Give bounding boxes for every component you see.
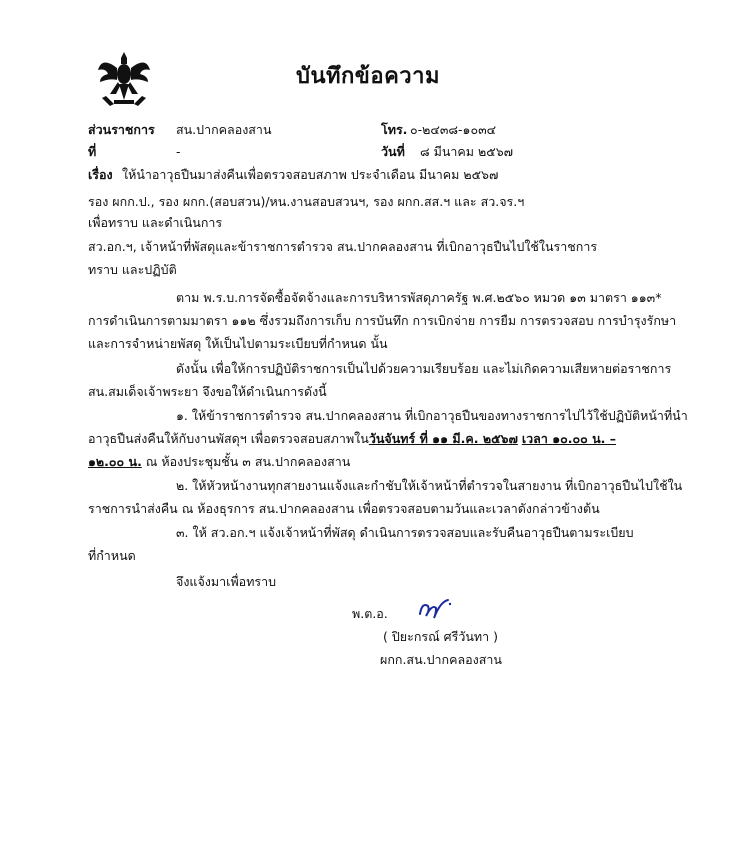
- phone-value: ๐-๒๔๓๘-๑๐๓๔: [410, 122, 497, 137]
- meeting-date: วันจันทร์ ที่ ๑๑ มี.ค. ๒๕๖๗: [368, 431, 518, 446]
- subject-label: เรื่อง: [88, 167, 113, 182]
- para2-line2: สน.สมเด็จเจ้าพระยา จึงขอให้ดำเนินการดังนี้: [88, 384, 327, 399]
- addressee-cc-purpose: ทราบ และปฏิบัติ: [88, 262, 177, 277]
- item3-line2: ที่กำหนด: [88, 548, 136, 563]
- para2-line1: ดังนั้น เพื่อให้การปฏิบัติราชการเป็นไปด้วยความเรียบร้อย และไม่เกิดความเสียหายต่อราชการ: [176, 361, 672, 376]
- addressee-to: รอง ผกก.ป., รอง ผกก.(สอบสวน)/หน.งานสอบสวนฯ, รอง ผกก.สส.ฯ และ สว.จร.ฯ: [88, 194, 525, 209]
- item2-line2: ราชการนำส่งคืน ณ ห้องธุรการ สน.ปากคลองสาน เพื่อตรวจสอบตามวันและเวลาดังกล่าวข้างต้น: [88, 501, 600, 516]
- handwritten-signature-icon: [414, 596, 454, 622]
- meeting-time-end: ๑๒.๐๐ น.: [88, 454, 142, 469]
- agency-label: ส่วนราชการ: [88, 122, 155, 137]
- item2-line1: ๒. ให้หัวหน้างานทุกสายงานแจ้งและกำชับให้เจ้าหน้าที่ตำรวจในสายงาน ที่เบิกอาวุธปืนไปใช้ใน: [176, 478, 683, 493]
- item3-line1: ๓. ให้ สว.อก.ฯ แจ้งเจ้าหน้าที่พัสดุ ดำเนินการตรวจสอบและรับคืนอาวุธปืนตามระเบียบ: [176, 525, 634, 540]
- signature-rank: พ.ต.อ.: [352, 606, 388, 621]
- signature-position: ผกก.สน.ปากคลองสาน: [380, 652, 502, 667]
- page-title: บันทึกข้อความ: [295, 64, 440, 89]
- ref-label: ที่: [88, 144, 97, 159]
- item1-line3: [88, 454, 350, 470]
- agency-value: สน.ปากคลองสาน: [176, 122, 272, 137]
- para1-line3: และการจำหน่ายพัสดุ ให้เป็นไปตามระเบียบที่กำหนด นั้น: [88, 336, 388, 351]
- closing-line: จึงแจ้งมาเพื่อทราบ: [176, 574, 277, 589]
- item1-line2-text: อาวุธปืนส่งคืนให้กับงานพัสดุฯ เพื่อตรวจสอบสภาพใน: [88, 431, 369, 446]
- subject-value: ให้นำอาวุธปืนมาส่งคืนเพื่อตรวจสอบสภาพ ประจำเดือน มีนาคม ๒๕๖๗: [122, 167, 499, 182]
- signature-name: ( ปิยะกรณ์ ศรีวันทา ): [383, 629, 498, 644]
- phone-label: โทร.: [381, 122, 408, 137]
- date-label: วันที่: [381, 144, 405, 159]
- meeting-place: ณ ห้องประชุมชั้น ๓ สน.ปากคลองสาน: [141, 454, 351, 469]
- item1-line1: ๑. ให้ข้าราชการตำรวจ สน.ปากคลองสาน ที่เบิกอาวุธปืนของทางราชการไปไว้ใช้ปฏิบัติหน้าที่นำ: [176, 408, 688, 423]
- ref-value: -: [176, 144, 181, 159]
- meeting-time-start: เวลา ๑๐.๐๐ น. –: [521, 431, 617, 446]
- para1-line1: ตาม พ.ร.บ.การจัดซื้อจัดจ้างและการบริหารพัสดุภาครัฐ พ.ศ.๒๕๖๐ หมวด ๑๓ มาตรา ๑๑๓*: [176, 290, 662, 305]
- para1-line2: การดำเนินการตามมาตรา ๑๑๒ ซึ่งรวมถึงการเก็บ การบันทึก การเบิกจ่าย การยืม การตรวจสอบ การบำรุงรักษา: [88, 313, 677, 328]
- addressee-to-purpose: เพื่อทราบ และดำเนินการ: [88, 215, 223, 230]
- date-value: ๘ มีนาคม ๒๕๖๗: [420, 144, 514, 159]
- item1-line2: [88, 431, 616, 447]
- addressee-cc: สว.อก.ฯ, เจ้าหน้าที่พัสดุและข้าราชการตำรวจ สน.ปากคลองสาน ที่เบิกอาวุธปืนไปใช้ในราชการ: [88, 239, 598, 254]
